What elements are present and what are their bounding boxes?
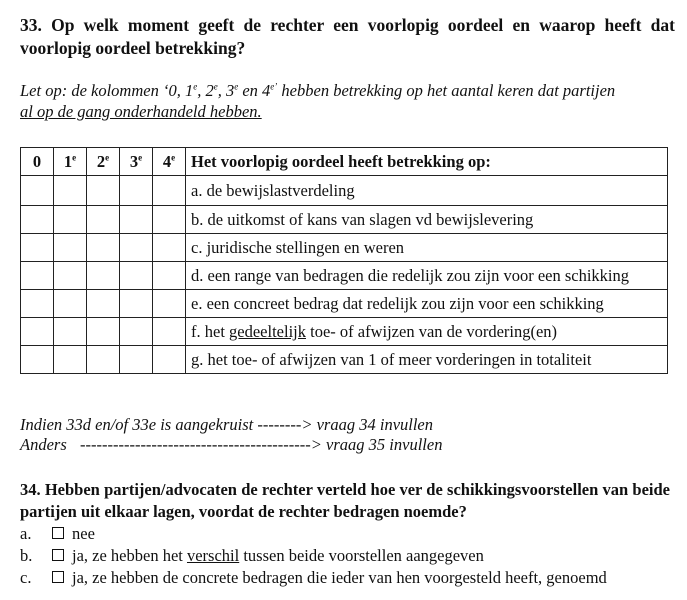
checkbox-cell[interactable] xyxy=(87,262,120,290)
question-34-title: 34. Hebben partijen/advocaten de rechter verteld hoe ver de schikkingsvoorstellen van beide partijen uit elkaar lagen, voordat de rechter bedragen noemde? xyxy=(20,480,670,521)
question-33-title: 33. Op welk moment geeft de rechter een voorlopig oordeel en waarop heeft dat voorlopig oordeel betrekking? xyxy=(20,15,675,58)
checkbox-a[interactable] xyxy=(52,527,64,539)
answer-a[interactable]: a. nee xyxy=(20,524,95,543)
table-row xyxy=(21,346,668,374)
checkbox-cell[interactable] xyxy=(21,206,54,234)
checkbox-cell[interactable] xyxy=(54,318,87,346)
checkbox-cell[interactable] xyxy=(120,234,153,262)
checkbox-cell[interactable] xyxy=(21,234,54,262)
checkbox-cell[interactable] xyxy=(54,206,87,234)
checkbox-cell[interactable] xyxy=(153,290,186,318)
option-f: f. het gedeeltelijk toe- of afwijzen van de vordering(en) xyxy=(186,318,668,346)
note-underlined-text: al op de gang onderhandeld hebben. xyxy=(20,102,262,121)
checkbox-cell[interactable] xyxy=(54,234,87,262)
checkbox-cell[interactable] xyxy=(54,346,87,374)
underlined-word: gedeeltelijk xyxy=(229,322,306,341)
checkbox-cell[interactable] xyxy=(87,234,120,262)
checkbox-cell[interactable] xyxy=(153,262,186,290)
option-d: d. een range van bedragen die redelijk zou zijn voor een schikking xyxy=(186,262,668,290)
checkbox-cell[interactable] xyxy=(87,318,120,346)
table-row xyxy=(21,262,668,290)
checkbox-cell[interactable] xyxy=(87,290,120,318)
checkbox-cell[interactable] xyxy=(54,290,87,318)
underlined-word: verschil xyxy=(186,546,240,565)
question-34-answers xyxy=(20,523,680,589)
checkbox-c[interactable] xyxy=(52,571,64,583)
table-row xyxy=(21,290,668,318)
checkbox-cell[interactable] xyxy=(21,318,54,346)
checkbox-cell[interactable] xyxy=(120,206,153,234)
routing-line-2: Anders ------------------------------------------> vraag 35 invullen xyxy=(20,435,443,454)
question-33-note: Let op: de kolommen ‘0, 1e, 2e, 3e en $4^{e’}$ hebben betrekking op het aantal keren dat partijen al op de gang onderhandeld hebben. xyxy=(20,81,616,121)
checkbox-cell[interactable] xyxy=(120,176,153,206)
checkbox-cell[interactable] xyxy=(120,262,153,290)
checkbox-cell[interactable] xyxy=(120,318,153,346)
table-row xyxy=(21,206,668,234)
column-header-1: 1e xyxy=(54,148,87,176)
option-b: b. de uitkomst of kans van slagen vd bewijslevering xyxy=(186,206,668,234)
checkbox-cell[interactable] xyxy=(153,346,186,374)
column-header-0: 0 xyxy=(21,148,54,176)
option-e: e. een concreet bedrag dat redelijk zou zijn voor een schikking xyxy=(186,290,668,318)
table-header-row xyxy=(21,148,668,176)
checkbox-cell[interactable] xyxy=(120,346,153,374)
checkbox-cell[interactable] xyxy=(21,176,54,206)
checkbox-cell[interactable] xyxy=(54,176,87,206)
column-header-4: 4e xyxy=(153,148,186,176)
checkbox-cell[interactable] xyxy=(54,262,87,290)
checkbox-cell[interactable] xyxy=(153,234,186,262)
checkbox-cell[interactable] xyxy=(120,290,153,318)
checkbox-cell[interactable] xyxy=(153,176,186,206)
checkbox-cell[interactable] xyxy=(21,262,54,290)
option-c: c. juridische stellingen en weren xyxy=(186,234,668,262)
answer-b[interactable]: b. ja, ze hebben het verschil tussen beide voorstellen aangegeven xyxy=(20,546,484,565)
routing-line-1: Indien 33d en/of 33e is aangekruist --------> vraag 34 invullen xyxy=(20,415,434,434)
column-header-description: Het voorlopig oordeel heeft betrekking op: xyxy=(186,148,668,176)
checkbox-cell[interactable] xyxy=(153,206,186,234)
checkbox-cell[interactable] xyxy=(21,346,54,374)
checkbox-b[interactable] xyxy=(52,549,64,561)
routing-instructions xyxy=(20,415,680,455)
table-row xyxy=(21,318,668,346)
checkbox-cell[interactable] xyxy=(21,290,54,318)
checkbox-cell[interactable] xyxy=(87,346,120,374)
column-header-2: 2e xyxy=(87,148,120,176)
question-33-table xyxy=(20,147,668,374)
column-header-3: 3e xyxy=(120,148,153,176)
table-row xyxy=(21,176,668,206)
option-a: a. de bewijslastverdeling xyxy=(186,176,668,206)
checkbox-cell[interactable] xyxy=(87,206,120,234)
table-row xyxy=(21,234,668,262)
checkbox-cell[interactable] xyxy=(87,176,120,206)
answer-c[interactable]: c. ja, ze hebben de concrete bedragen die ieder van hen voorgesteld heeft, genoemd xyxy=(20,568,607,587)
option-g: g. het toe- of afwijzen van 1 of meer vorderingen in totaliteit xyxy=(186,346,668,374)
checkbox-cell[interactable] xyxy=(153,318,186,346)
